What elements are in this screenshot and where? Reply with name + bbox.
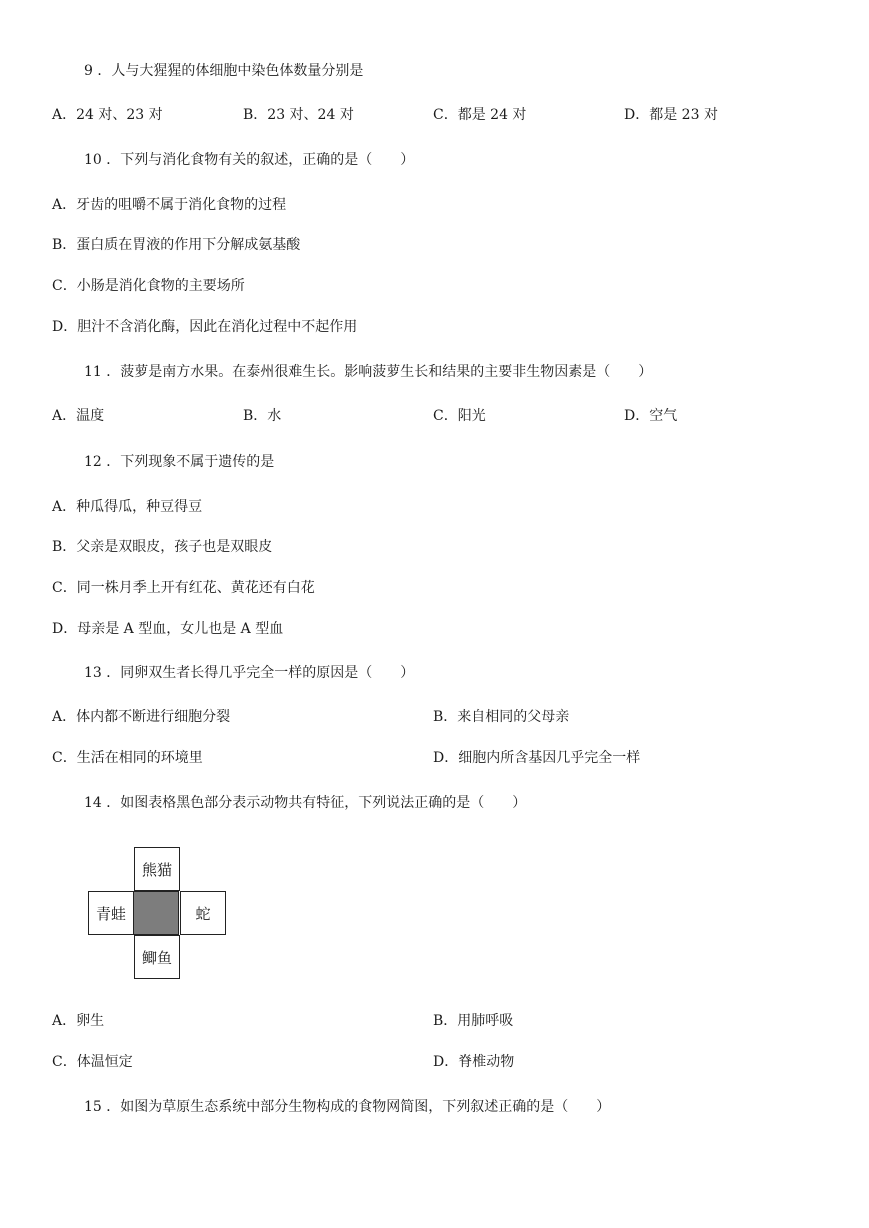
q13-option-d[interactable]: D．细胞内所含基因几乎完全一样 [433, 750, 641, 766]
q9-option-d[interactable]: D．都是 23 对 [624, 107, 718, 123]
cell-shared-feature [133, 891, 179, 935]
cell-frog: 青蛙 [88, 891, 134, 935]
q12-option-a[interactable]: A．种瓜得瓜，种豆得豆 [52, 499, 203, 515]
question-15-stem: 15 ．如图为草原生态系统中部分生物构成的食物网简图，下列叙述正确的是（ ） [84, 1099, 611, 1115]
q14-option-d[interactable]: D．脊椎动物 [433, 1054, 515, 1070]
q11-option-b[interactable]: B．水 [243, 408, 282, 424]
q14-option-a[interactable]: A．卵生 [52, 1013, 105, 1029]
q13-option-c[interactable]: C．生活在相同的环境里 [52, 750, 203, 766]
q10-option-d[interactable]: D．胆汁不含消化酶，因此在消化过程中不起作用 [52, 319, 358, 335]
q10-option-c[interactable]: C．小肠是消化食物的主要场所 [52, 278, 245, 294]
q13-option-b[interactable]: B．来自相同的父母亲 [433, 709, 570, 725]
q13-option-a[interactable]: A．体内都不断进行细胞分裂 [52, 709, 231, 725]
q10-option-b[interactable]: B．蛋白质在胃液的作用下分解成氨基酸 [52, 237, 301, 253]
q11-option-a[interactable]: A．温度 [52, 408, 105, 424]
q14-option-b[interactable]: B．用肺呼吸 [433, 1013, 514, 1029]
q14-option-c[interactable]: C．体温恒定 [52, 1054, 133, 1070]
q12-option-b[interactable]: B．父亲是双眼皮，孩子也是双眼皮 [52, 539, 273, 555]
question-12-stem: 12 ．下列现象不属于遗传的是 [84, 454, 275, 470]
cell-snake: 蛇 [180, 891, 226, 935]
q10-option-a[interactable]: A．牙齿的咀嚼不属于消化食物的过程 [52, 197, 287, 213]
q9-option-a[interactable]: A．24 对、23 对 [52, 107, 163, 123]
question-10-stem: 10 ．下列与消化食物有关的叙述，正确的是（ ） [84, 152, 415, 168]
q11-option-d[interactable]: D．空气 [624, 408, 678, 424]
q11-option-c[interactable]: C．阳光 [433, 408, 486, 424]
q9-option-c[interactable]: C．都是 24 对 [433, 107, 527, 123]
q12-option-c[interactable]: C．同一株月季上开有红花、黄花还有白花 [52, 580, 315, 596]
question-9-stem: 9 ．人与大猩猩的体细胞中染色体数量分别是 [84, 63, 364, 79]
question-11-stem: 11 ．菠萝是南方水果。在泰州很难生长。影响菠萝生长和结果的主要非生物因素是（ ） [84, 364, 653, 380]
cell-panda: 熊猫 [134, 847, 180, 891]
q12-option-d[interactable]: D．母亲是 A 型血，女儿也是 A 型血 [52, 621, 284, 637]
question-14-stem: 14 ．如图表格黑色部分表示动物共有特征，下列说法正确的是（ ） [84, 795, 527, 811]
animal-traits-cross-table [88, 847, 228, 981]
question-13-stem: 13 ．同卵双生者长得几乎完全一样的原因是（ ） [84, 665, 415, 681]
cell-crucian-carp: 鲫鱼 [134, 935, 180, 979]
q9-option-b[interactable]: B．23 对、24 对 [243, 107, 354, 123]
